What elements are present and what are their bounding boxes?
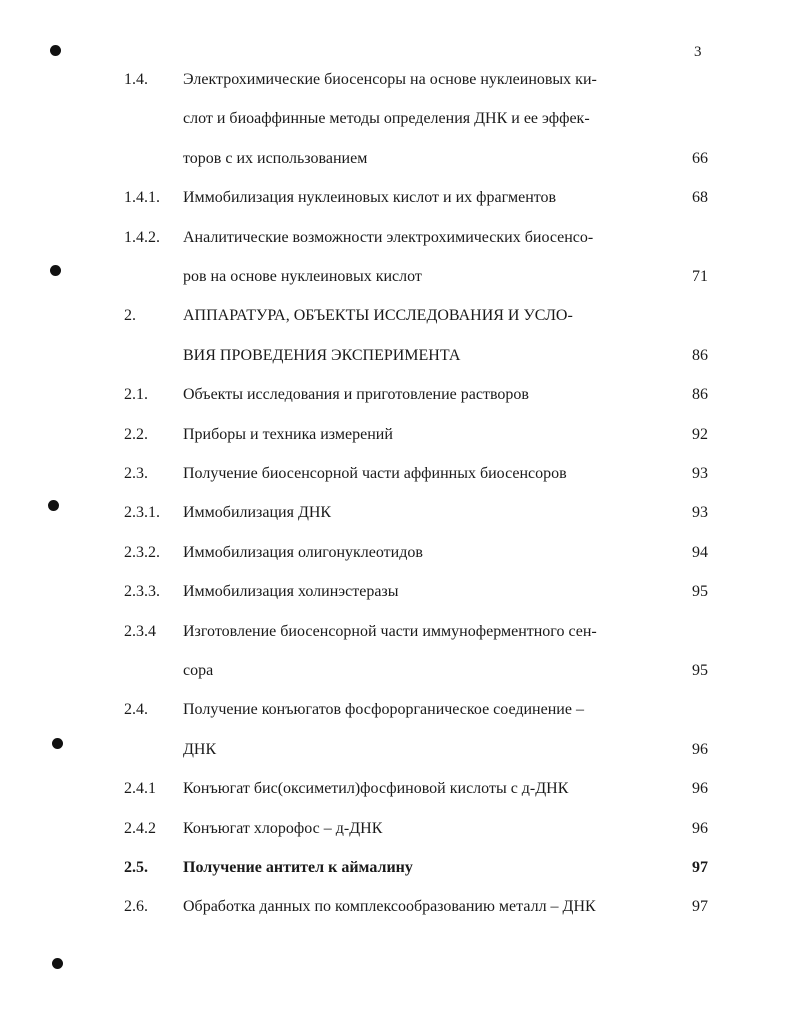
toc-entry-page: 86 <box>692 386 708 404</box>
toc-line <box>0 344 791 368</box>
toc-line <box>0 895 791 919</box>
toc-entry-title: Обработка данных по комплексообразованию металл – ДНК <box>183 898 596 916</box>
toc-line <box>0 777 791 801</box>
toc-entry-number: 2.6. <box>124 898 148 916</box>
toc-entry-number: 2.3.1. <box>124 504 160 522</box>
toc-entry-title: ДНК <box>183 740 217 758</box>
toc-entry-page: 96 <box>692 780 708 798</box>
toc-entry-page: 93 <box>692 504 708 522</box>
toc-line <box>0 659 791 683</box>
toc-line <box>0 265 791 289</box>
toc-entry-number: 2.3.2. <box>124 543 160 561</box>
toc-entry-number: 2.3.4 <box>124 622 156 640</box>
toc-line <box>0 698 791 722</box>
toc-entry-title: Конъюгат бис(оксиметил)фосфиновой кислоты с д-ДНК <box>183 780 569 798</box>
toc-entry-title: Иммобилизация холинэстеразы <box>183 583 399 601</box>
toc-entry-number: 2.4.1 <box>124 780 156 798</box>
toc-entry-number: 2.1. <box>124 386 148 404</box>
toc-entry-title: торов с их использованием <box>183 149 368 167</box>
toc-line <box>0 856 791 880</box>
toc-entry-number: 2.5. <box>124 859 148 876</box>
toc-entry-number: 2.2. <box>124 425 148 443</box>
toc-line <box>0 620 791 644</box>
toc-entry-title: Иммобилизация олигонуклеотидов <box>183 543 423 561</box>
toc-entry-page: 95 <box>692 662 708 679</box>
toc-line <box>0 541 791 565</box>
toc-entry-title: Получение биосенсорной части аффинных биосенсоров <box>183 465 567 482</box>
toc-line <box>0 226 791 250</box>
punch-hole-1 <box>50 45 61 56</box>
toc-entry-title: ВИЯ ПРОВЕДЕНИЯ ЭКСПЕРИМЕНТА <box>183 346 461 364</box>
toc-entry-number: 2.3.3. <box>124 583 160 601</box>
toc-line <box>0 304 791 328</box>
toc-line <box>0 580 791 604</box>
toc-entry-title: ров на основе нуклеиновых кислот <box>183 268 422 285</box>
toc-entry-title: Получение конъюгатов фосфорорганическое соединение – <box>183 701 584 719</box>
toc-entry-page: 68 <box>692 189 708 207</box>
page-number: 3 <box>694 44 702 60</box>
toc-entry-title: Электрохимические биосенсоры на основе нуклеиновых ки- <box>183 71 597 88</box>
toc-entry-page: 66 <box>692 149 708 167</box>
toc-entry-number: 2. <box>124 307 136 325</box>
toc-entry-title: сора <box>183 662 214 679</box>
toc-line <box>0 423 791 447</box>
toc-entry-title: Иммобилизация ДНК <box>183 504 332 522</box>
toc-line <box>0 817 791 841</box>
toc-entry-title: Получение антител к аймалину <box>183 859 413 876</box>
toc-entry-page: 96 <box>692 819 708 837</box>
toc-entry-title: слот и биоаффинные методы определения ДНК и ее эффек- <box>183 110 590 128</box>
toc-entry-number: 2.4.2 <box>124 819 156 837</box>
toc-entry-page: 97 <box>692 859 708 876</box>
toc-entry-title: АППАРАТУРА, ОБЪЕКТЫ ИССЛЕДОВАНИЯ И УСЛО- <box>183 307 573 325</box>
toc-entry-title: Аналитические возможности электрохимических биосенсо- <box>183 228 594 246</box>
toc-entry-page: 92 <box>692 425 708 443</box>
toc-entry-title: Конъюгат хлорофос – д-ДНК <box>183 819 383 837</box>
punch-hole-5 <box>52 958 63 969</box>
toc-entry-page: 94 <box>692 543 708 561</box>
toc-entry-page: 97 <box>692 898 708 916</box>
toc-entry-number: 2.3. <box>124 465 148 482</box>
toc-entry-title: Иммобилизация нуклеиновых кислот и их фрагментов <box>183 189 557 207</box>
toc-line <box>0 186 791 210</box>
toc-entry-title: Объекты исследования и приготовление растворов <box>183 386 529 404</box>
toc-entry-title: Приборы и техника измерений <box>183 425 393 443</box>
toc-line <box>0 738 791 762</box>
toc-entry-number: 1.4.2. <box>124 228 160 246</box>
toc-entry-page: 95 <box>692 583 708 601</box>
toc-line <box>0 383 791 407</box>
toc-line <box>0 501 791 525</box>
toc-line <box>0 462 791 486</box>
toc-entry-page: 86 <box>692 346 708 364</box>
toc-entry-number: 2.4. <box>124 701 148 719</box>
toc-line <box>0 68 791 92</box>
toc-entry-page: 96 <box>692 740 708 758</box>
toc-entry-title: Изготовление биосенсорной части иммуноферментного сен- <box>183 622 597 640</box>
toc-entry-page: 93 <box>692 465 708 482</box>
toc-line <box>0 107 791 131</box>
toc-line <box>0 147 791 171</box>
toc-entry-number: 1.4.1. <box>124 189 160 207</box>
toc-entry-number: 1.4. <box>124 71 148 88</box>
toc-entry-page: 71 <box>692 268 708 285</box>
